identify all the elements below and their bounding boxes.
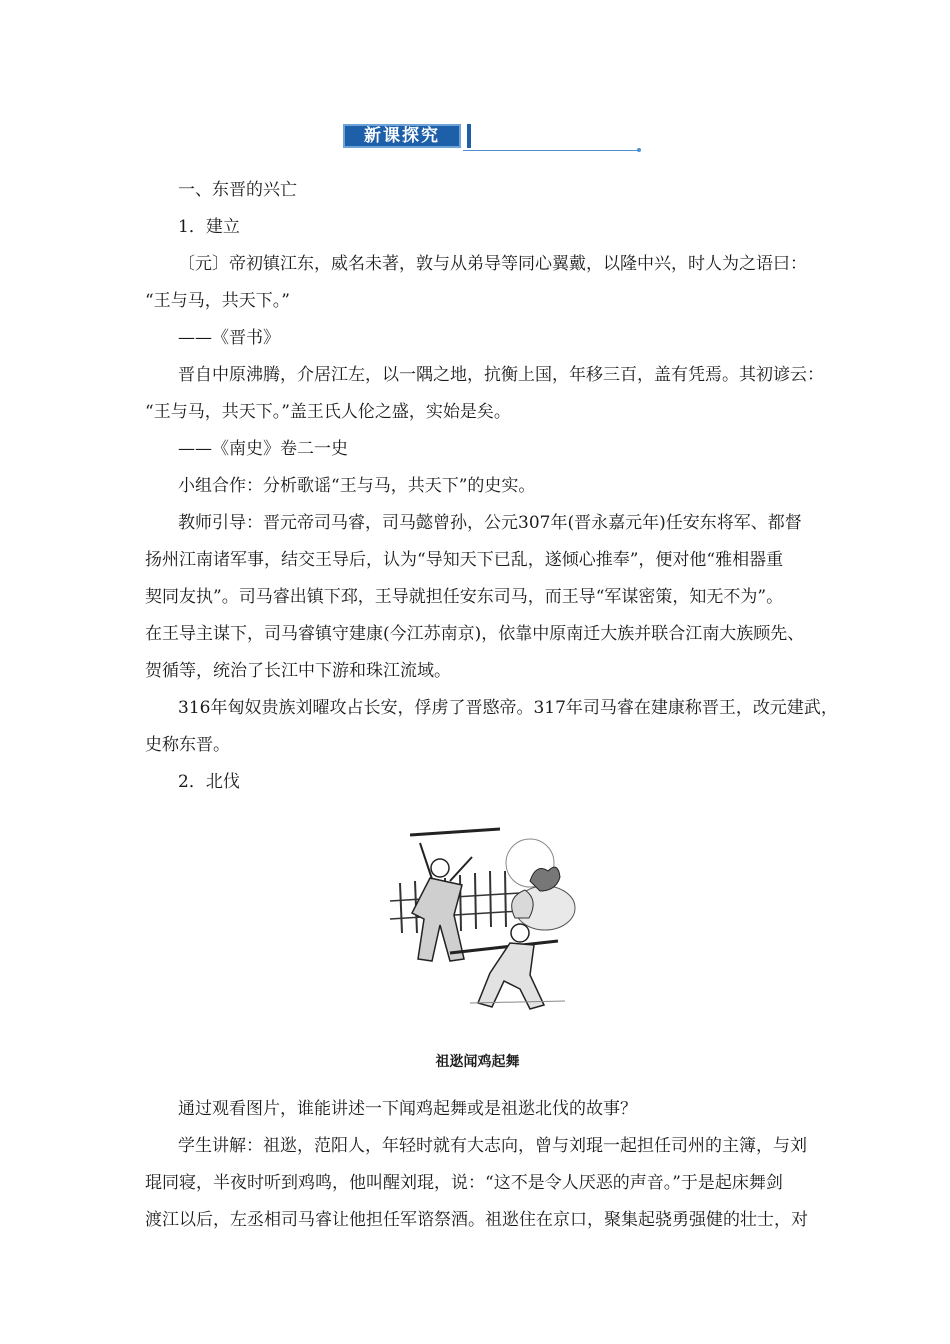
banner-underline: [463, 150, 639, 151]
section-banner: [343, 124, 641, 154]
paragraph-line: 教师引导：晋元帝司马睿，司马懿曾孙，公元307年(晋永嘉元年)任安东将军、都督: [178, 513, 802, 533]
banner-dot: [637, 148, 641, 152]
paragraph-line: “王与马，共天下。”盖王氏人伦之盛，实始是矣。: [145, 402, 511, 422]
figure-caption: 祖逖闻鸡起舞: [435, 1054, 520, 1070]
paragraph-line: 晋自中原沸腾，介居江左，以一隅之地，抗衡上国，年移三百，盖有凭焉。其初谚云：: [178, 365, 824, 385]
paragraph-line: 在王导主谋下，司马睿镇守建康(今江苏南京)，依靠中原南迁大族并联合江南大族顾先、: [145, 624, 805, 644]
paragraph-line: 316年匈奴贵族刘曜攻占长安，俘虏了晋愍帝。317年司马睿在建康称晋王，改元建武，: [178, 698, 838, 718]
paragraph-line: 扬州江南诸军事，结交王导后，认为“导知天下已乱，遂倾心推奉”，便对他“雅相器重: [145, 550, 784, 570]
paragraph-line: 契同友执”。司马睿出镇下邳，王导就担任安东司马，而王导“军谋密策，知无不为”。: [145, 587, 784, 607]
rooster-sword-dance-illustration: [380, 823, 580, 1023]
paragraph-line: 贺循等，统治了长江中下游和珠江流域。: [145, 661, 451, 681]
source-citation: ——《南史》卷二一史: [178, 439, 348, 459]
section-title: 新课探究: [343, 124, 461, 148]
paragraph-line: 史称东晋。: [145, 735, 230, 755]
banner-accent-bar: [467, 124, 471, 148]
paragraph-line: 琨同寝，半夜时听到鸡鸣，他叫醒刘琨，说：“这不是令人厌恶的声音。”于是起床舞剑: [145, 1173, 783, 1193]
group-task: 小组合作：分析歌谣“王与马，共天下”的史实。: [178, 476, 536, 496]
paragraph-line: “王与马，共天下。”: [145, 291, 290, 311]
heading-section-1: 一、东晋的兴亡: [178, 180, 297, 200]
paragraph-line: 学生讲解：祖逖，范阳人，年轻时就有大志向，曾与刘琨一起担任司州的主簿，与刘: [178, 1136, 807, 1156]
source-citation: ——《晋书》: [178, 328, 280, 348]
subheading-northern-expedition: 2．北伐: [178, 772, 240, 792]
subheading-establishment: 1．建立: [178, 217, 240, 237]
paragraph-line: 渡江以后，左丞相司马睿让他担任军谘祭酒。祖逖住在京口，聚集起骁勇强健的壮士，对: [145, 1210, 808, 1230]
question-line: 通过观看图片，谁能讲述一下闻鸡起舞或是祖逖北伐的故事？: [178, 1099, 637, 1119]
document-body: [145, 172, 838, 1239]
paragraph-line: 〔元〕帝初镇江东，威名未著，敦与从弟导等同心翼戴，以隆中兴，时人为之语曰：: [178, 254, 807, 274]
illustration-figure: [145, 823, 810, 1033]
